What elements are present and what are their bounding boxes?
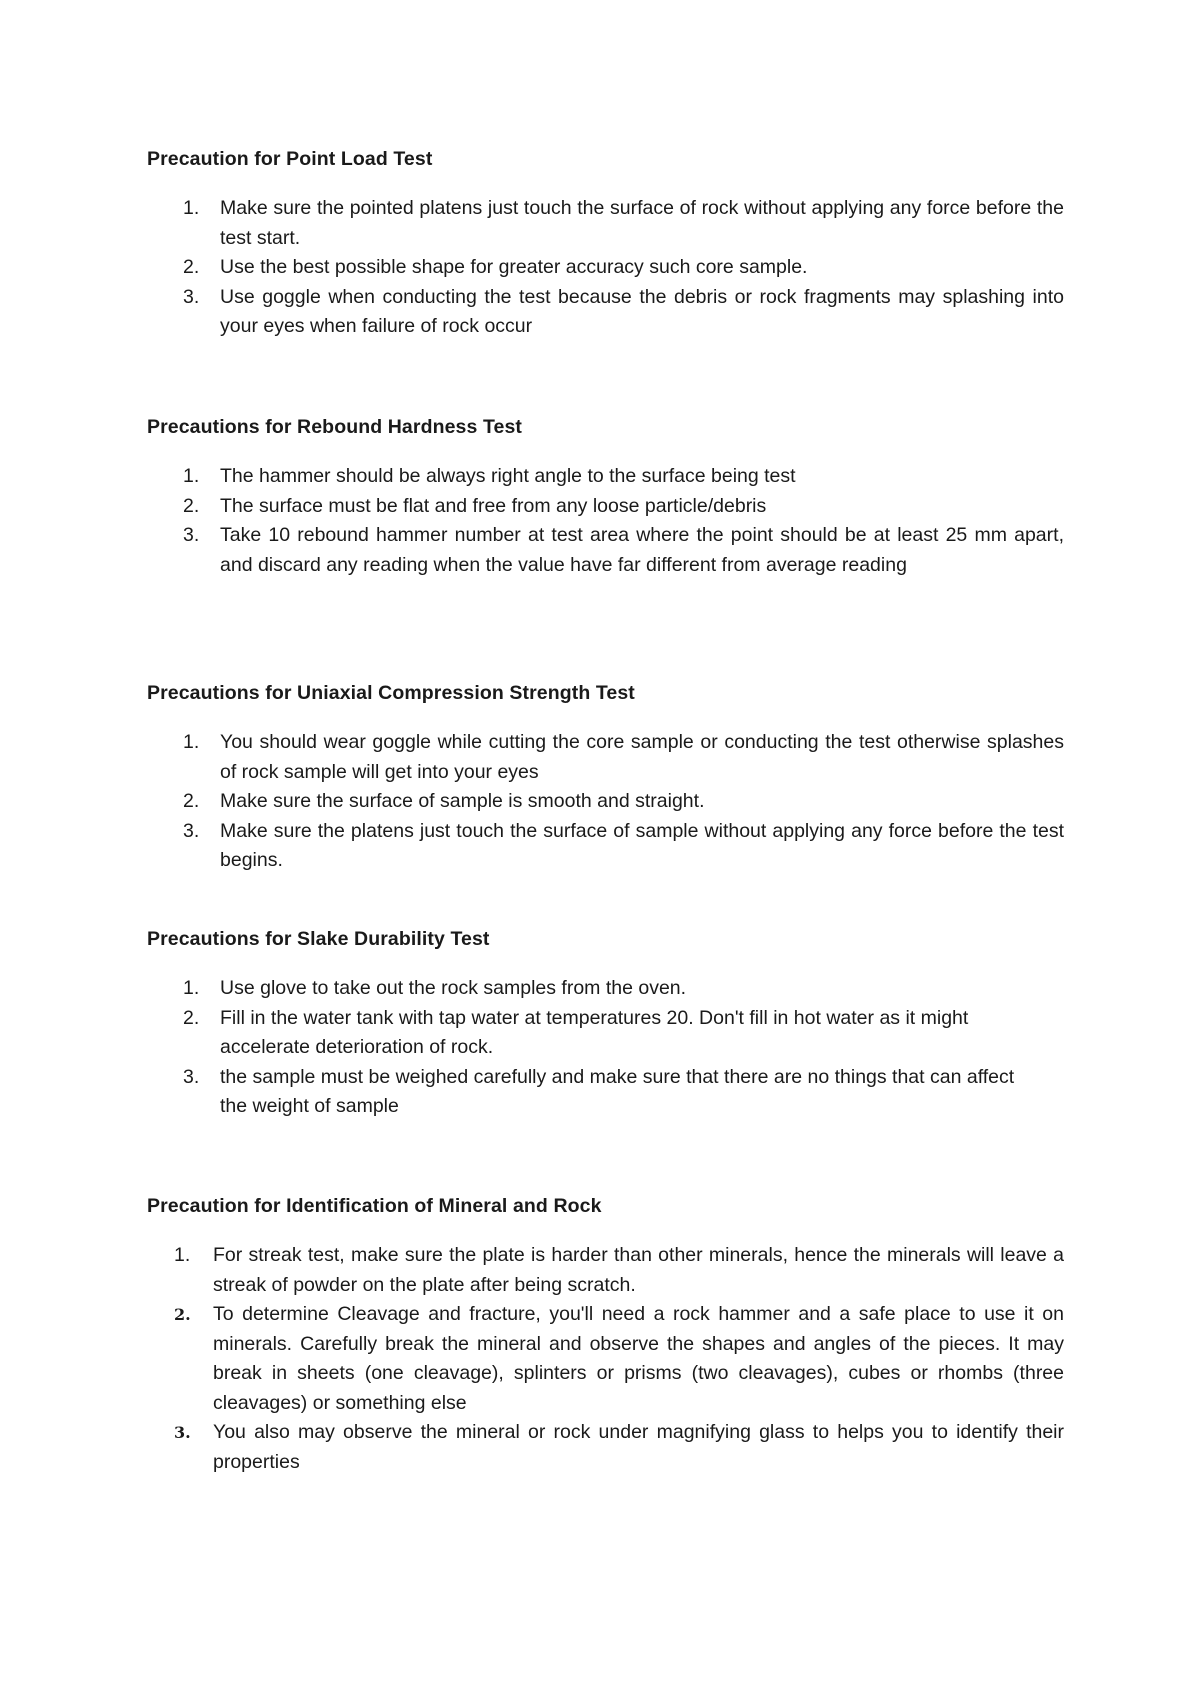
list-item — [147, 253, 1064, 283]
item-text: Use goggle when conducting the test because the debris or rock fragments may splashing into your eyes when failure of rock occur — [220, 285, 1064, 337]
item-number: 3. — [183, 285, 200, 308]
list-item — [147, 974, 1064, 1004]
precaution-list — [147, 974, 1064, 1122]
item-text: You also may observe the mineral or rock under magnifying glass to helps you to identify their properties — [213, 1421, 1064, 1473]
item-text: For streak test, make sure the plate is harder than other minerals, hence the minerals will leave a streak of powder on the plate after being scratch. — [213, 1244, 1064, 1296]
list-item — [147, 1241, 1064, 1300]
item-text: Make sure the pointed platens just touch the surface of rock without applying any force before the test start. — [220, 197, 1064, 249]
precaution-list — [147, 462, 1064, 580]
item-text: To determine Cleavage and fracture, you'll need a rock hammer and a safe place to use it on minerals. Carefully break the mineral and observe the shapes and angles of the pieces. It may break in sheets (one cleavage), splinters or prisms (two cleavages), cubes or rhombs (three cleavages) or something else — [213, 1303, 1064, 1414]
list-item — [147, 787, 1064, 817]
list-item — [147, 521, 1064, 580]
section-uniaxial-compression-strength-test — [147, 679, 1064, 876]
item-text: Take 10 rebound hammer number at test area where the point should be at least 25 mm apart, and discard any reading when the value have far different from average reading — [220, 524, 1064, 576]
list-item — [147, 1063, 1064, 1122]
list-item — [147, 728, 1064, 787]
item-number: 1. — [174, 1244, 191, 1266]
item-text: Fill in the water tank with tap water at temperatures 20. Don't fill in hot water as it might accelerate deterioration of rock. — [220, 1006, 969, 1058]
section-title: Precautions for Rebound Hardness Test — [147, 416, 522, 438]
list-item — [147, 194, 1064, 253]
section-title: Precaution for Point Load Test — [147, 148, 433, 170]
list-item — [147, 492, 1064, 522]
item-number: 2. — [183, 494, 200, 517]
item-text: The surface must be flat and free from any loose particle/debris — [220, 494, 767, 517]
section-identification-mineral-rock — [147, 1192, 1064, 1477]
item-text: the sample must be weighed carefully and make sure that there are no things that can affect the weight of sample — [220, 1065, 1015, 1117]
list-item — [147, 1004, 1064, 1063]
item-number: 1. — [183, 465, 200, 487]
section-title: Precautions for Uniaxial Compression Strength Test — [147, 682, 635, 704]
list-item — [147, 1418, 1064, 1477]
item-text: Use glove to take out the rock samples from the oven. — [220, 977, 687, 999]
precaution-list — [147, 1241, 1064, 1477]
section-point-load-test — [147, 145, 1064, 342]
item-text: You should wear goggle while cutting the core sample or conducting the test otherwise splashes of rock sample will get into your eyes — [220, 731, 1064, 783]
item-number: 1. — [183, 197, 200, 219]
item-number: 2. — [183, 1006, 200, 1029]
item-text: Make sure the surface of sample is smooth and straight. — [220, 790, 705, 812]
list-item — [147, 462, 1064, 492]
item-number: 3. — [183, 524, 200, 546]
item-text: Make sure the platens just touch the surface of sample without applying any force before the test begins. — [220, 819, 1064, 871]
item-number: 1. — [183, 731, 200, 753]
precaution-list — [147, 194, 1064, 342]
section-title: Precautions for Slake Durability Test — [147, 928, 490, 950]
item-number: 3. — [183, 819, 200, 842]
item-number: 2. — [174, 1305, 191, 1324]
item-number: 3. — [174, 1423, 191, 1442]
precaution-list — [147, 728, 1064, 876]
section-slake-durability-test — [147, 925, 1064, 1122]
section-rebound-hardness-test — [147, 413, 1064, 580]
list-item — [147, 1300, 1064, 1418]
item-number: 2. — [183, 256, 200, 278]
item-number: 3. — [183, 1065, 200, 1088]
list-item — [147, 817, 1064, 876]
item-number: 1. — [183, 977, 200, 999]
list-item — [147, 283, 1064, 342]
item-number: 2. — [183, 790, 200, 812]
item-text: Use the best possible shape for greater accuracy such core sample. — [220, 256, 808, 278]
item-text: The hammer should be always right angle to the surface being test — [220, 465, 796, 487]
section-title: Precaution for Identification of Mineral and Rock — [147, 1195, 602, 1217]
